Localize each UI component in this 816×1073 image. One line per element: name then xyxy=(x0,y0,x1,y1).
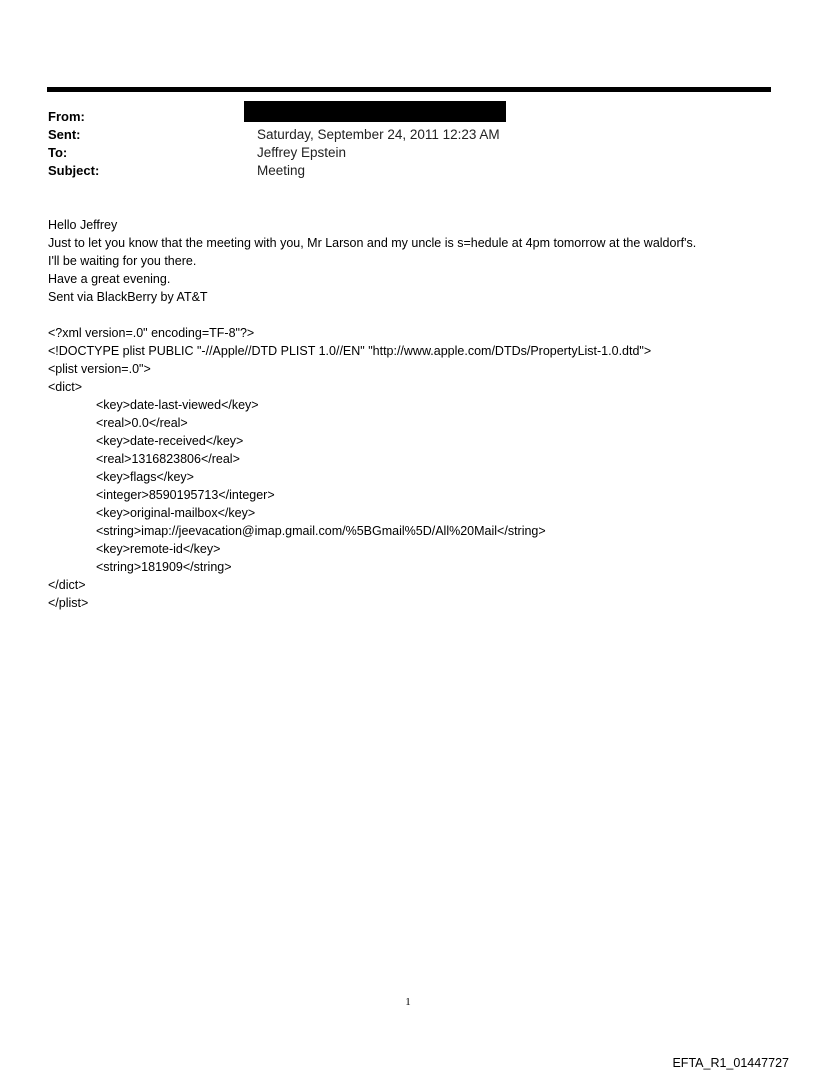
plist-close: </plist> xyxy=(48,596,89,610)
subject-value: Meeting xyxy=(257,163,306,178)
dict-open: <dict> xyxy=(48,380,83,394)
plist-item: <key>date-received</key> xyxy=(96,434,244,448)
plist-item: <real>0.0</real> xyxy=(96,416,188,430)
xml-declaration: <?xml version=.0" encoding=TF-8"?> xyxy=(48,326,255,340)
subject-label: Subject: xyxy=(48,163,100,178)
plist-item: <key>flags</key> xyxy=(96,470,194,484)
to-value: Jeffrey Epstein xyxy=(257,145,347,160)
plist-item: <key>date-last-viewed</key> xyxy=(96,398,259,412)
dict-close: </dict> xyxy=(48,578,86,592)
header-rule xyxy=(47,87,771,92)
to-label: To: xyxy=(48,145,68,160)
redaction-box xyxy=(244,101,506,122)
plist-item: <string>181909</string> xyxy=(96,560,232,574)
plist-item: <real>1316823806</real> xyxy=(96,452,240,466)
plist-item: <key>original-mailbox</key> xyxy=(96,506,256,520)
body-line-3: Have a great evening. xyxy=(48,272,171,286)
greeting: Hello Jeffrey xyxy=(48,218,118,232)
sent-label: Sent: xyxy=(48,127,81,142)
signature: Sent via BlackBerry by AT&T xyxy=(48,290,208,304)
plist-item: <integer>8590195713</integer> xyxy=(96,488,275,502)
from-label: From: xyxy=(48,109,85,124)
page-number: 1 xyxy=(405,996,411,1008)
sent-value: Saturday, September 24, 2011 12:23 AM xyxy=(257,127,500,142)
plist-open: <plist version=.0"> xyxy=(48,362,151,376)
xml-doctype: <!DOCTYPE plist PUBLIC "-//Apple//DTD PLIST 1.0//EN" "http://www.apple.com/DTDs/PropertyList-1.0.dtd"> xyxy=(48,344,652,358)
plist-item: <string>imap://jeevacation@imap.gmail.com/%5BGmail%5D/All%20Mail</string> xyxy=(96,524,546,538)
bates-number: EFTA_R1_01447727 xyxy=(672,1056,789,1070)
body-line-2: I'll be waiting for you there. xyxy=(48,254,197,268)
body-line-1: Just to let you know that the meeting with you, Mr Larson and my uncle is s=hedule at 4pm tomorrow at the waldorf's. xyxy=(48,236,697,250)
plist-item: <key>remote-id</key> xyxy=(96,542,221,556)
